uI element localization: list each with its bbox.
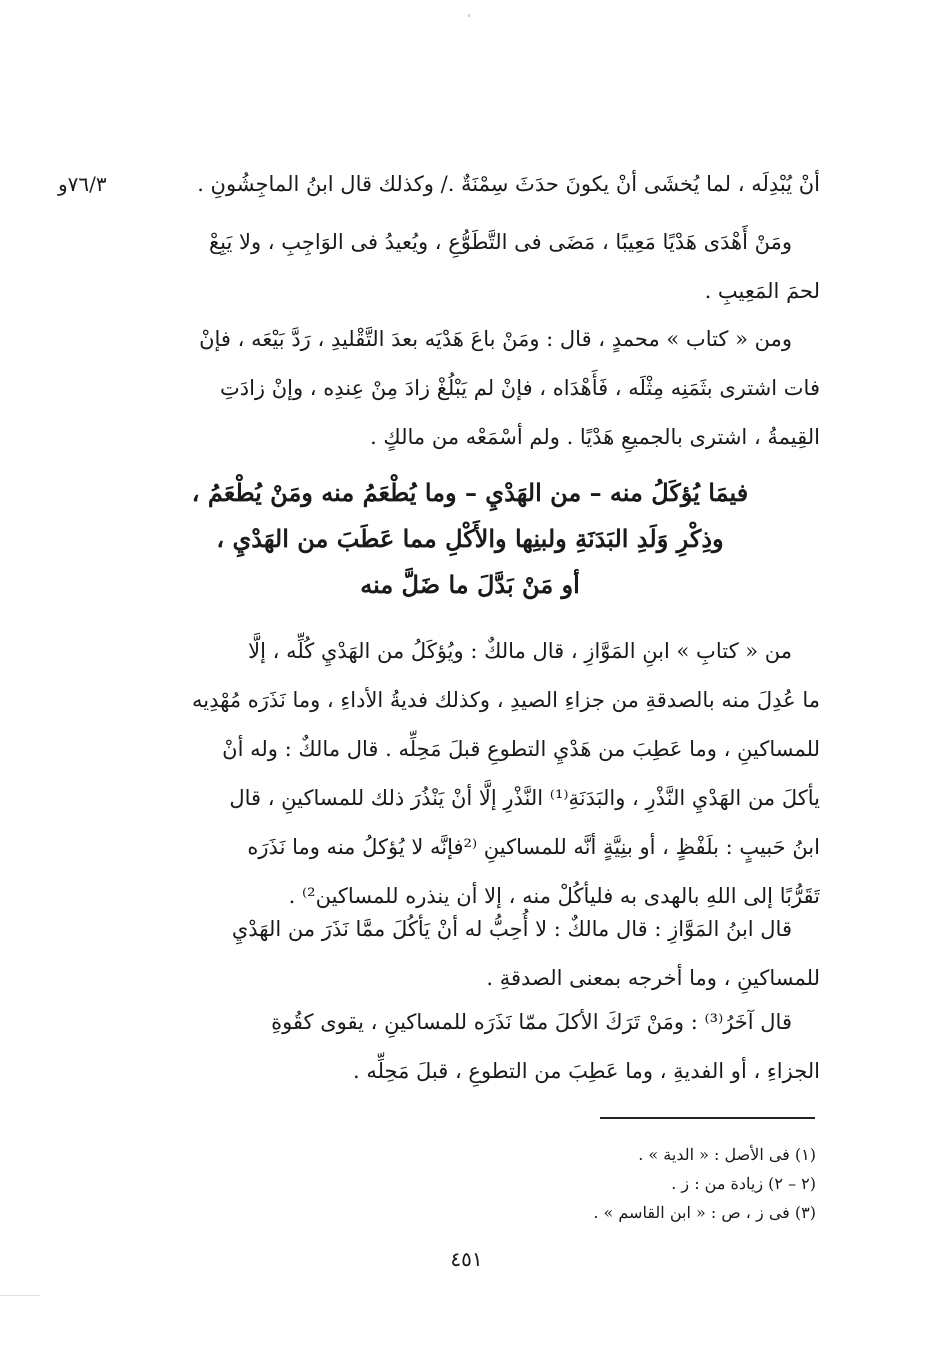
text-line: قال آخَرُ⁽³⁾ : ومَنْ تَرَكَ الأكلَ ممّا نَذَرَه للمساكينِ ، يقوى كقُوةِ (271, 1010, 792, 1034)
heading-line: أو مَنْ بَدَّلَ ما ضَلَّ منه (360, 570, 580, 599)
text-line: ومَنْ أَهْدَى هَدْيًا مَعِيبًا ، مَضَى فى التَّطَوُّعِ ، ويُعيدُ فى الوَاجِبِ ، ولا يَبِعْ (208, 230, 792, 254)
text-line: فات اشترى بثَمَنِه مِثْلَه ، فَأَهْدَاه ، فإنْ لم يَبْلُغْ زادَ مِنْ عِندِه ، وإنْ زادَتِ (219, 376, 820, 400)
margin-folio-reference: ٧٦/٣و (58, 172, 107, 196)
footnotes (120, 1140, 816, 1227)
heading-line: وذِكْرِ وَلَدِ البَدَنَةِ ولبنِها والأَكْلِ مما عَطَبَ من الهَدْيِ ، (216, 524, 724, 553)
paragraph-2 (120, 218, 820, 316)
footnote-2: (٢ – ٢) زيادة من : ز . (671, 1174, 816, 1193)
footnote-divider (600, 1117, 815, 1119)
paragraph-6 (120, 998, 820, 1096)
scan-edge-mark (0, 1295, 40, 1296)
footnote-1: (١) فى الأصل : « الدية » . (638, 1145, 816, 1164)
paragraph-1 (120, 160, 820, 209)
text-line: لحمَ المَعِيبِ . (704, 279, 820, 303)
text-line: أنْ يُبْدِلَه ، لما يُخشَى أنْ يكونَ حدَثَ سِمْنَةٌ ./ وكذلك قال ابنُ الماجِشُونِ . (197, 172, 820, 196)
text-line: ما عُدِلَ منه بالصدقةِ من جزاءِ الصيدِ ، وكذلك فديةُ الأداءِ ، وما نَذَرَه مُهْدِيه (192, 688, 820, 712)
paragraph-3 (120, 315, 820, 462)
scan-speck (468, 14, 470, 17)
page-number: ٤٥١ (450, 1247, 483, 1271)
text-line: قال ابنُ المَوَّازِ : قال مالكٌ : لا أُحِبُّ له أنْ يَأكُلَ ممَّا نَذَرَ من الهَدْيِ (231, 917, 792, 941)
heading-line: فيمَا يُؤكَلُ منه – من الهَدْيِ – وما يُطْعَمُ منه ومَنْ يُطْعَمُ ، (191, 478, 749, 507)
text-line: الجزاءِ ، أو الفديةِ ، وما عَطِبَ من التطوعِ ، قبلَ مَحِلِّه . (352, 1059, 820, 1083)
text-line: للمساكينِ ، وما عَطِبَ من هَدْيِ التطوعِ قبلَ مَحِلِّه . قال مالكٌ : وله أنْ (222, 737, 820, 761)
text-line: ابنُ حَبيبٍ : بلَفْظٍ ، أو بنِيَّةٍ أنَّه للمساكينِ ⁽²فإنَّه لا يُؤكلُ منه وما نَذَرَه (247, 835, 820, 859)
text-line: القِيمةُ ، اشترى بالجميعِ هَدْيًا . ولم أسْمَعْه من مالكٍ . (370, 425, 820, 449)
text-line: تَقَرُّبًا إلى اللهِ بالهدى به فليأكُلْ منه ، إلا أن ينذره للمساكين²⁾ . (288, 884, 820, 908)
paragraph-5 (120, 905, 820, 1003)
paragraph-4 (120, 627, 820, 921)
text-line: من « كتابِ » ابنِ المَوَّازِ ، قال مالكٌ : ويُؤكَلُ من الهَدْيِ كُلِّه ، إلَّا (248, 639, 792, 663)
section-heading (120, 470, 820, 608)
text-line: يأكلَ من الهَدْيِ النَّذْرِ ، والبَدَنَةِ⁽¹⁾ النَّذْرِ إلَّا أنْ يَنْذُرَ ذلك للمساكينِ ، قال (229, 786, 820, 810)
footnote-3: (٣) فى ز ، ص : « ابن القاسم » . (593, 1203, 816, 1222)
text-line: للمساكينِ ، وما أخرجه بمعنى الصدقةِ . (486, 966, 820, 990)
text-line: ومن « كتاب » محمدٍ ، قال : ومَنْ باعَ هَدْيَه بعدَ التَّقْليدِ ، رَدَّ بَيْعَه ، فإنْ (199, 327, 792, 351)
